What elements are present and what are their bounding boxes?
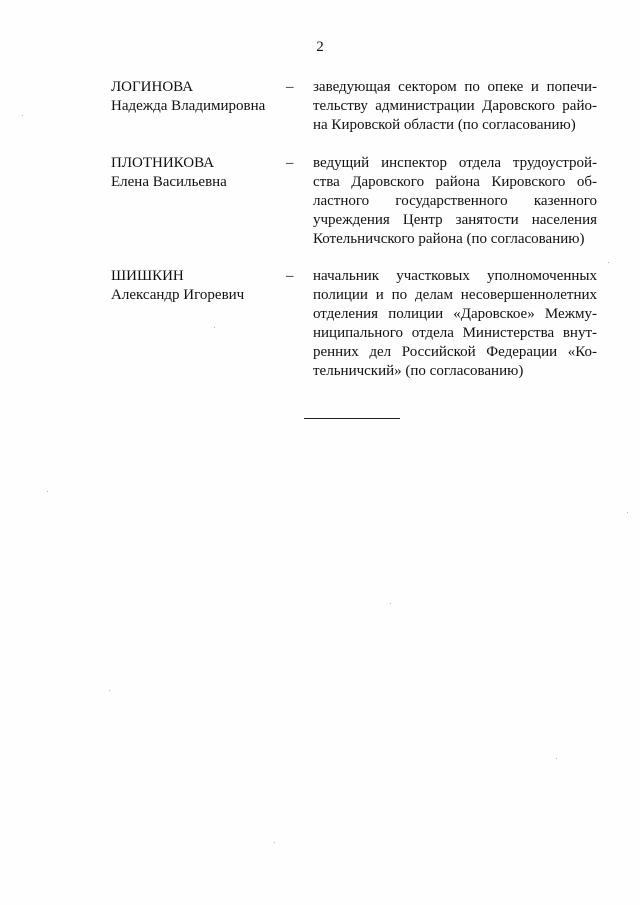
member-given-names: Александр Игоревич [111, 287, 245, 303]
scan-speck [390, 603, 391, 604]
scan-speck [608, 262, 609, 263]
scan-speck [274, 842, 275, 843]
member-role [313, 154, 597, 249]
role-line: ренних дел Российской Федерации «Ко- [313, 344, 597, 360]
member-surname: ШИШКИН [111, 268, 184, 284]
member-given-names: Елена Васильевна [111, 174, 227, 190]
member-given-names: Надежда Владимировна [111, 98, 266, 114]
role-line: полиции и по делам несовершеннолетних [313, 287, 597, 303]
role-line: ниципального отдела Министерства внут- [313, 325, 597, 341]
member-name [111, 267, 286, 305]
role-line: Котельничского района (по согласованию) [313, 231, 585, 247]
role-line: ведущий инспектор отдела трудоустрой- [313, 155, 597, 171]
entry-dash: – [286, 155, 294, 171]
role-line: ства Даровского района Кировского об- [313, 174, 597, 190]
page-number: 2 [316, 39, 324, 55]
closing-rule [304, 418, 400, 419]
member-name [111, 154, 286, 192]
role-line: на Кировской области (по согласованию) [313, 117, 576, 133]
member-surname: ПЛОТНИКОВА [111, 155, 215, 171]
scan-speck [47, 491, 48, 492]
member-role [313, 78, 597, 135]
member-role [313, 267, 597, 381]
role-line: отделения полиции «Даровское» Межму- [313, 306, 597, 322]
entry-dash: – [286, 79, 294, 95]
scan-speck [627, 512, 628, 513]
scan-speck [214, 327, 215, 328]
role-line: заведующая сектором по опеке и попечи- [313, 79, 597, 95]
scan-speck [109, 690, 110, 691]
role-line: тельничский» (по согласованию) [313, 363, 524, 379]
entry-dash: – [286, 268, 294, 284]
role-line: начальник участковых уполномоченных [313, 268, 597, 284]
role-line: тельству администрации Даровского райо- [313, 98, 597, 114]
scan-speck [22, 115, 23, 116]
role-line: учреждения Центр занятости населения [313, 212, 597, 228]
member-name [111, 78, 286, 116]
member-surname: ЛОГИНОВА [111, 79, 194, 95]
role-line: ластного государственного казенного [313, 193, 597, 209]
scan-speck [556, 758, 557, 759]
